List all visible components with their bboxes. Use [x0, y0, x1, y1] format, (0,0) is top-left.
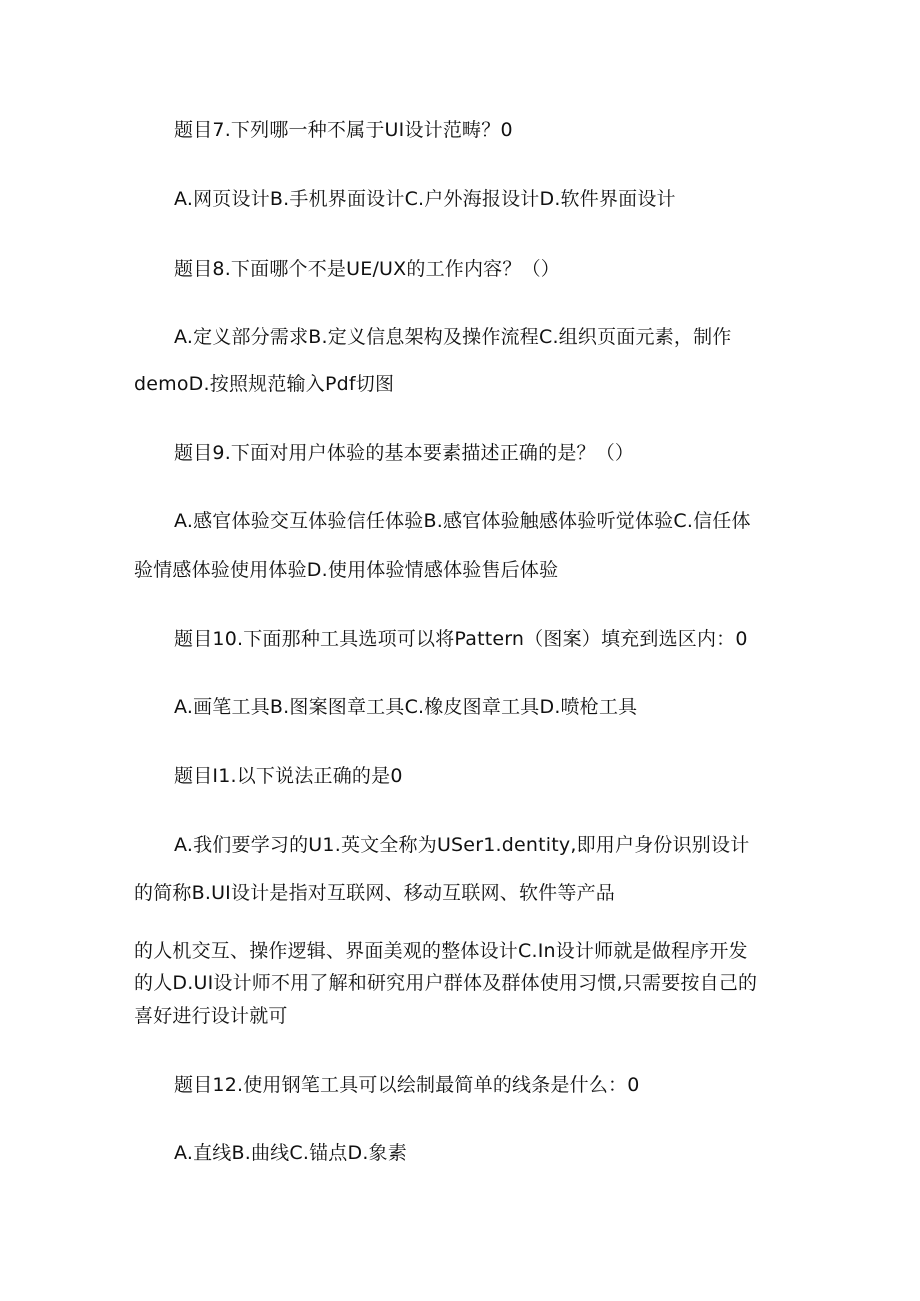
question-9: 题目9.下面对用户体验的基本要素描述正确的是？（） — [174, 442, 635, 464]
options-12: A.直线B.曲线C.锚点D.象素 — [174, 1142, 407, 1164]
options-11-line-4: 的人D.UI设计师不用了解和研究用户群体及群体使用习惯,只需要按自己的 — [134, 972, 758, 994]
options-7: A.网页设计B.手机界面设计C.户外海报设计D.软件界面设计 — [174, 188, 676, 210]
question-11: 题目I1.以下说法正确的是0 — [174, 765, 403, 787]
options-11-line-1: A.我们要学习的U1.英文全称为USer1.dentity,即用户身份识别设计 — [174, 834, 750, 856]
options-8-line-2: demoD.按照规范输入Pdf切图 — [134, 373, 395, 395]
question-10: 题目10.下面那种工具选项可以将Pattern（图案）填充到选区内：0 — [174, 628, 748, 650]
options-9-line-1: A.感官体验交互体验信任体验B.感官体验触感体验听觉体验C.信任体 — [174, 510, 751, 532]
options-8-line-1: A.定义部分需求B.定义信息架构及操作流程C.组织页面元素，制作 — [174, 326, 732, 348]
options-9-line-2: 验情感体验使用体验D.使用体验情感体验售后体验 — [134, 559, 559, 581]
options-11-line-2: 的简称B.UI设计是指对互联网、移动互联网、软件等产品 — [134, 882, 615, 904]
question-7: 题目7.下列哪一种不属于UI设计范畴？0 — [174, 119, 513, 141]
options-10: A.画笔工具B.图案图章工具C.橡皮图章工具D.喷枪工具 — [174, 696, 638, 718]
question-12: 题目12.使用钢笔工具可以绘制最简单的线条是什么：0 — [174, 1074, 640, 1096]
options-11-line-5: 喜好进行设计就可 — [134, 1005, 288, 1027]
options-11-line-3: 的人机交互、操作逻辑、界面美观的整体设计C.In设计师就是做程序开发 — [134, 940, 748, 962]
question-8: 题目8.下面哪个不是UE/UX的工作内容？（） — [174, 258, 560, 280]
